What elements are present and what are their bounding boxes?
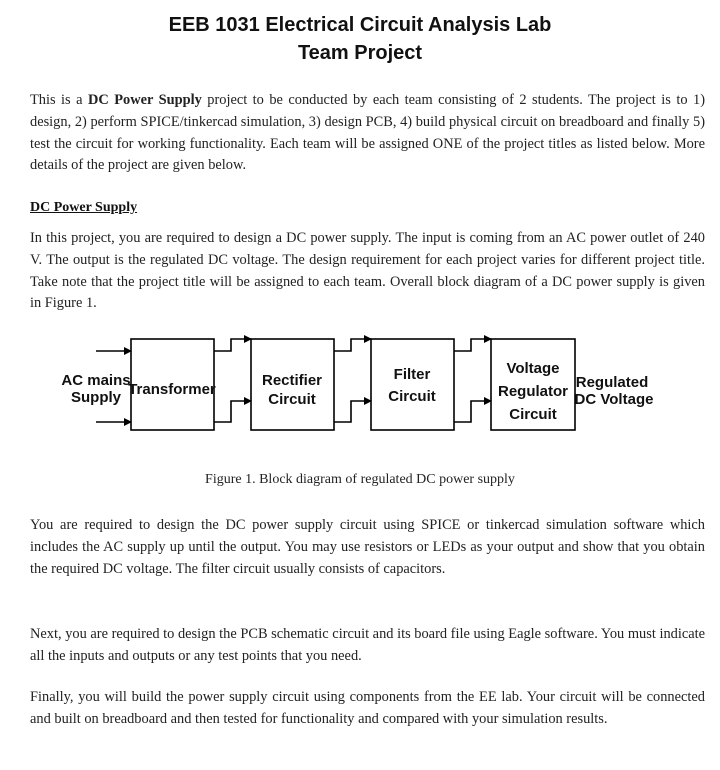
filter-label-line1: Filter (393, 366, 431, 383)
connector-1-top (214, 339, 251, 351)
intro-bold-term: DC Power Supply (87, 92, 202, 108)
section-paragraph: In this project, you are required to design a DC power supply. The input is coming from an AC power outlet of 240 V. The output is the regulated DC voltage. The design requirement for each project varies for different project title. Take note that the project title will be assigned to each team. Overall block diagram of a DC power supply is given in Figure 1. (30, 230, 705, 312)
pcb-paragraph: Next, you are required to design the PCB schematic circuit and its board file using Eagle software. You must indicate all the inputs and outputs or any test points that you need. (30, 626, 705, 664)
block-diagram (0, 330, 720, 450)
regulator-label-line2: Regulator (497, 383, 569, 400)
intro-prefix: This is a (30, 92, 88, 108)
build-paragraph: Finally, you will build the power supply circuit using components from the EE lab. Your circuit will be connected and built on breadboard and then tested for functionality and compared with your simulation results. (30, 689, 705, 727)
transformer-label: Transformer (128, 381, 216, 398)
rectifier-label-line1: Rectifier (261, 372, 323, 389)
intro-suffix: project to be conducted by each team consisting of 2 students. The project is to 1) design, 2) perform SPICE/tinkercad simulation, 3) design PCB, 4) build physical circuit on breadboard and finally 5) test the circuit for working functionality. Each team will be assigned ONE of the project titles as listed below. More details of the project are given below. (30, 92, 705, 174)
connector-3-bottom (454, 401, 491, 422)
rectifier-label-line2: Circuit (268, 391, 316, 408)
document-title: EEB 1031 Electrical Circuit Analysis Lab (168, 14, 552, 36)
regulator-label-line3: Circuit (509, 406, 557, 423)
connector-2-bottom (334, 401, 371, 422)
filter-block (371, 339, 454, 430)
connector-1-bottom (214, 401, 251, 422)
output-label-line2: DC Voltage (574, 391, 654, 408)
figure-caption: Figure 1. Block diagram of regulated DC power supply (205, 472, 515, 487)
simulation-paragraph: You are required to design the DC power supply circuit using SPICE or tinkercad simulation software which includes the AC supply up until the output. You may use resistors or LEDs as your output and show that you obtain the required DC voltage. The filter circuit usually consists of capacitors. (30, 517, 705, 577)
regulator-label-line1: Voltage (506, 360, 560, 377)
input-label-line1: AC mains (61, 372, 131, 389)
connector-2-top (334, 339, 371, 351)
section-heading: DC Power Supply (30, 200, 138, 215)
document-subtitle: Team Project (297, 42, 423, 64)
intro-paragraph (30, 90, 705, 177)
filter-label-line2: Circuit (388, 388, 436, 405)
input-label-line2: Supply (70, 389, 122, 406)
connector-3-top (454, 339, 491, 351)
output-label-line1: Regulated (575, 374, 649, 391)
